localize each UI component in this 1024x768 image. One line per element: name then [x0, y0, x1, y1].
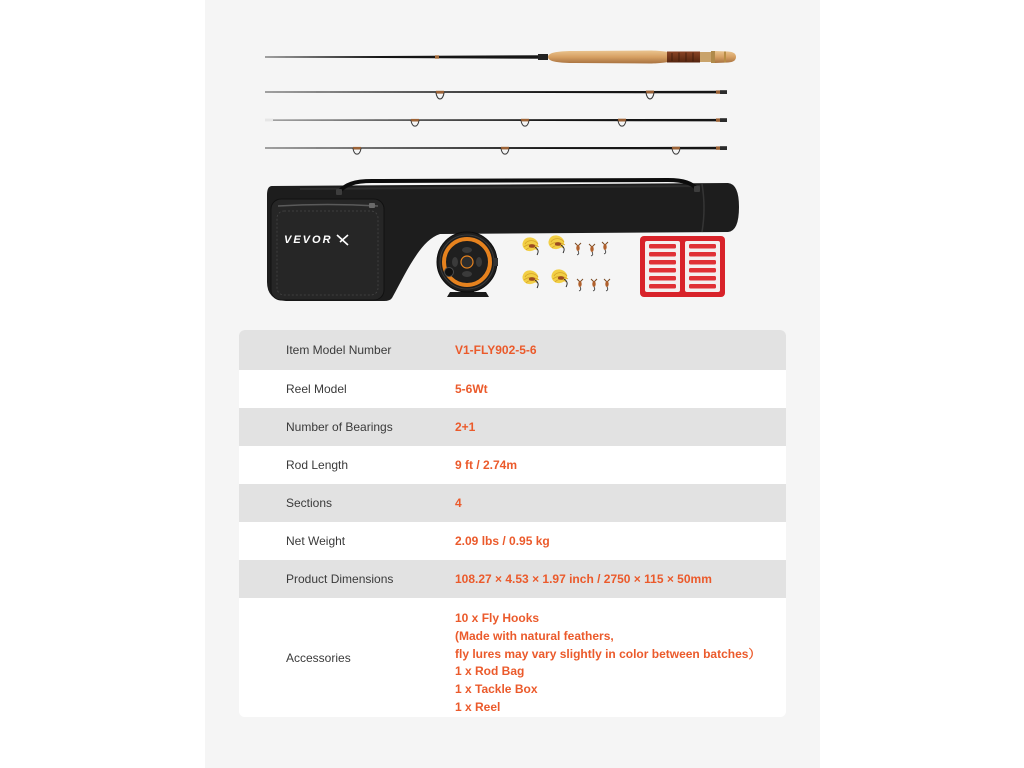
thread-wrap [716, 90, 720, 93]
brand-logo: VEVOR [284, 234, 333, 246]
butt-ring [724, 52, 726, 63]
accessory-line: fly lures may vary slightly in color between batches） [455, 646, 761, 661]
rod-blank [265, 147, 727, 150]
spec-value: 4 [455, 496, 462, 510]
spec-table [239, 330, 786, 717]
strap-buckle [336, 189, 342, 195]
thread-wrap [618, 119, 626, 122]
thread-wrap [436, 91, 444, 94]
foam-slot [649, 284, 676, 289]
spec-row-net-weight [239, 522, 786, 560]
rod-ferrule [720, 90, 727, 94]
fly-hook [575, 243, 581, 255]
rod-guide [501, 149, 509, 155]
foam-slot [689, 260, 716, 265]
spec-value: 9 ft / 2.74m [455, 458, 518, 472]
hook-keeper [538, 54, 548, 60]
fly-hook [551, 269, 568, 287]
rod-guide [521, 121, 529, 127]
foam-slot [689, 268, 716, 273]
accessory-line: 1 x Reel [455, 699, 501, 714]
foam-slot [649, 260, 676, 265]
rod-ferrule [720, 146, 727, 150]
spec-label: Sections [286, 496, 333, 510]
bag-pouch [271, 199, 384, 300]
spec-label: Rod Length [286, 458, 349, 472]
fly-rod-section-2 [265, 90, 727, 99]
thread-wrap [435, 55, 439, 58]
spool-port [462, 247, 472, 253]
thread-wrap [353, 147, 361, 150]
spec-row-product-dimensions [239, 560, 786, 598]
rod-guide [436, 93, 444, 99]
tackle-box [640, 236, 725, 297]
spec-label: Item Model Number [286, 343, 392, 357]
fly-hook [591, 279, 597, 291]
spec-label: Number of Bearings [286, 420, 393, 434]
spec-label: Accessories [286, 650, 351, 665]
spec-row-accessories [239, 598, 786, 717]
thread-wrap [716, 146, 720, 149]
reel-seat [700, 52, 712, 62]
thread-wrap [646, 91, 654, 94]
accessory-line: 1 x Rod Bag [455, 664, 525, 679]
accessory-line: (Made with natural feathers, [455, 628, 614, 643]
reel-handle [445, 268, 454, 277]
spec-value: 5-6Wt [455, 382, 488, 396]
thread-wrap [716, 118, 720, 121]
accessory-line: 1 x Tackle Box [455, 682, 538, 697]
thread-wrap [521, 119, 529, 122]
thread-wrap [672, 147, 680, 150]
spec-value: 2.09 lbs / 0.95 kg [455, 534, 550, 548]
cork-grip [548, 51, 668, 64]
fly-rod-section-3 [265, 118, 727, 126]
spool-port [476, 257, 482, 267]
foam-slot [689, 244, 716, 249]
spec-row-rod-length [239, 446, 786, 484]
fly-hook [602, 242, 608, 254]
thread-wrap [501, 147, 509, 150]
fly-hook [589, 244, 595, 256]
spec-label: Reel Model [286, 382, 347, 396]
accessories-list [455, 598, 760, 717]
foam-slot [649, 276, 676, 281]
spool-port [452, 257, 458, 267]
spool-port [462, 271, 472, 277]
foam-slot [649, 268, 676, 273]
product-image [0, 0, 1024, 320]
spec-value: 2+1 [455, 420, 476, 434]
spec-value: 108.27 × 4.53 × 1.97 inch / 2750 × 115 × 50mm [455, 572, 712, 586]
fly-hook [548, 235, 565, 253]
spec-row-number-of-bearings [239, 408, 786, 446]
fly-rod-section-4 [265, 146, 727, 154]
foam-slot [689, 284, 716, 289]
reel-hub [461, 256, 473, 268]
foam-slot [649, 252, 676, 257]
tip-top [265, 119, 273, 122]
foam-slot [689, 252, 716, 257]
spec-row-reel-model [239, 370, 786, 408]
seat-ring [711, 51, 715, 63]
fly-hook [577, 279, 583, 291]
accessory-line: 10 x Fly Hooks [455, 611, 540, 625]
rod-ferrule [720, 118, 727, 122]
spec-label: Product Dimensions [286, 572, 394, 586]
rod-blank [265, 55, 545, 59]
rod-blank [265, 91, 727, 94]
strap-buckle [694, 186, 700, 192]
thread-wrap [411, 119, 419, 122]
rod-blank [273, 119, 727, 122]
fly-hook [604, 279, 610, 291]
fly-hook [522, 270, 539, 288]
drag-knob [494, 258, 498, 266]
foam-slot [689, 276, 716, 281]
fly-hooks [522, 235, 610, 291]
zipper-pull [369, 203, 375, 208]
fly-rod-section-1 [265, 51, 736, 64]
spec-label: Net Weight [286, 534, 346, 548]
fly-hook [522, 237, 539, 255]
spec-value: V1-FLY902-5-6 [455, 343, 537, 357]
fly-reel [437, 232, 498, 297]
spec-row-item-model-number [239, 330, 786, 370]
rod-guide [646, 93, 654, 99]
spec-row-sections [239, 484, 786, 522]
foam-slot [649, 244, 676, 249]
